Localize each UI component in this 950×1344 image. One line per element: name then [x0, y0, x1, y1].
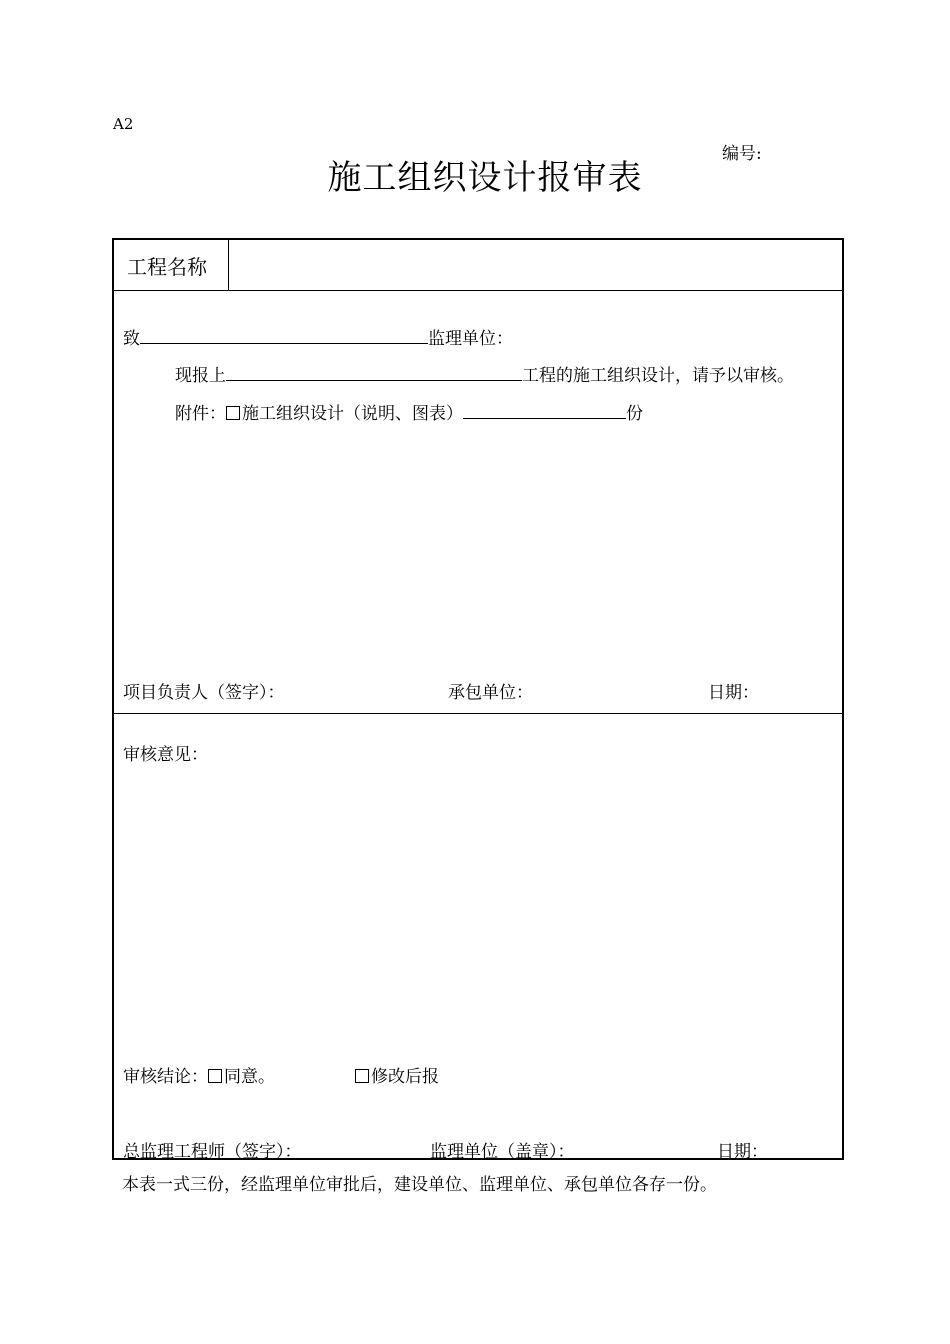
- attachment-prefix: 附件：: [175, 404, 226, 424]
- submission-date-label: 日期：: [708, 683, 759, 703]
- addressee-suffix: 监理单位：: [428, 329, 513, 349]
- number-label: 编号:: [722, 144, 762, 164]
- review-opinion-label: 审核意见：: [123, 745, 208, 765]
- signer-label: 项目负责人（签字）：: [123, 683, 285, 703]
- supervisor-seal-label: 监理单位（盖章）：: [430, 1142, 575, 1162]
- contractor-label: 承包单位：: [448, 683, 533, 703]
- row-divider-1: [114, 290, 842, 291]
- report-prefix: 现报上: [175, 366, 226, 386]
- agree-checkbox-icon[interactable]: [208, 1069, 222, 1083]
- attachment-line: [175, 399, 643, 424]
- report-line: [175, 361, 794, 386]
- review-conclusion-line: [123, 1062, 275, 1087]
- report-suffix: 工程的施工组织设计，请予以审核。: [522, 366, 794, 386]
- review-form-table: [112, 238, 844, 1160]
- attachment-item: 施工组织设计（说明、图表）: [242, 404, 463, 424]
- row-divider-2: [114, 713, 842, 714]
- project-name-label: 工程名称: [127, 255, 207, 279]
- agree-option: 同意。: [224, 1067, 275, 1087]
- project-blank[interactable]: [226, 363, 522, 381]
- review-conclusion-label: 审核结论：: [123, 1067, 208, 1087]
- addressee-line: [123, 324, 513, 349]
- footer-note: 本表一式三份，经监理单位审批后，建设单位、监理单位、承包单位各存一份。: [122, 1175, 717, 1195]
- page-title: 施工组织设计报审表: [327, 158, 643, 198]
- revise-checkbox-icon[interactable]: [355, 1069, 369, 1083]
- addressee-prefix: 致: [123, 329, 140, 349]
- form-code: A2: [113, 115, 134, 133]
- revise-option-line: [355, 1062, 439, 1087]
- supervisor-unit-blank[interactable]: [140, 326, 428, 344]
- review-date-label: 日期：: [717, 1142, 768, 1162]
- checkbox-icon[interactable]: [226, 406, 240, 420]
- project-row-divider: [228, 240, 229, 291]
- copies-blank[interactable]: [463, 401, 626, 419]
- revise-option: 修改后报: [371, 1067, 439, 1087]
- chief-engineer-label: 总监理工程师（签字）：: [123, 1142, 302, 1162]
- attachment-unit: 份: [626, 404, 643, 424]
